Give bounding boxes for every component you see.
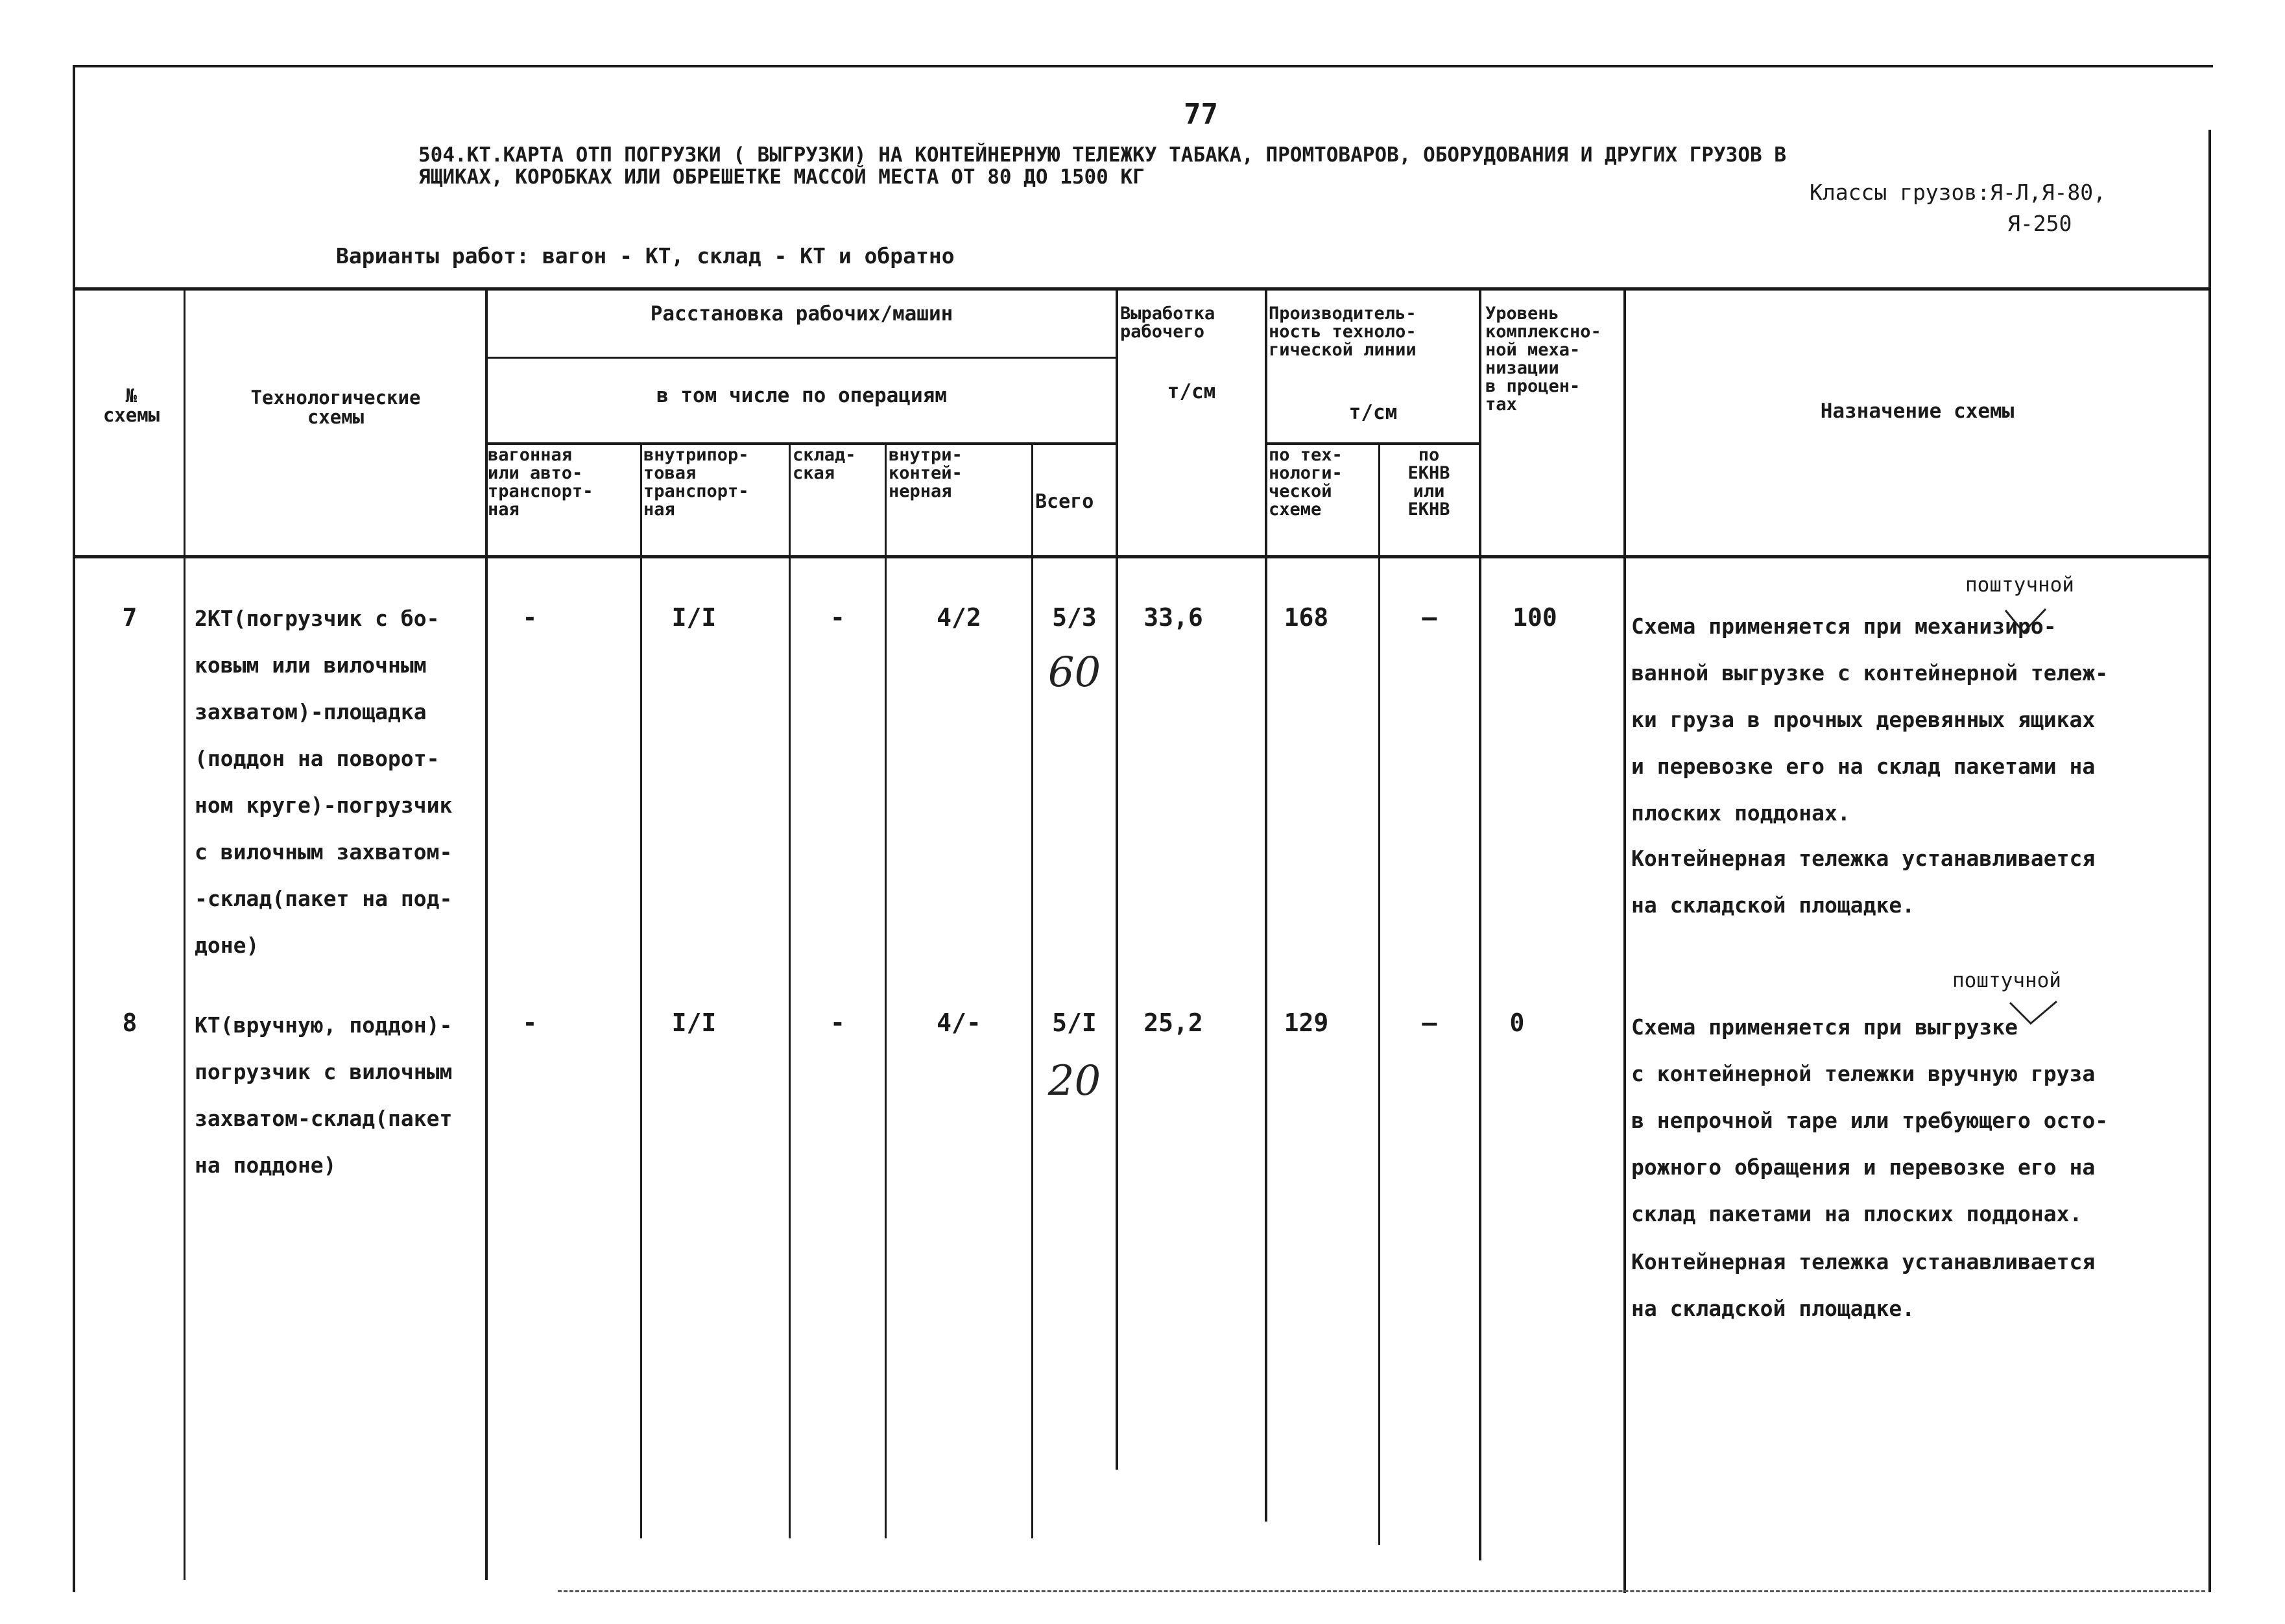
- col-sep: [1116, 289, 1118, 1470]
- frame-left: [73, 65, 75, 1592]
- row-total: 5/3: [1052, 603, 1097, 632]
- row-intraport: I/I: [671, 1009, 717, 1037]
- bottom-rule: [558, 1590, 2205, 1592]
- col-sep: [1479, 289, 1481, 1560]
- header-scheme-no: № схемы: [102, 385, 160, 426]
- table-top-rule: [73, 287, 2211, 291]
- document-title-line1: 504.КТ.КАРТА ОТП ПОГРУЗКИ ( ВЫГРУЗКИ) НА КОНТЕЙНЕРНУЮ ТЕЛЕЖКУ ТАБАКА, ПРОМТОВАРОВ, ОБОРУДОВАНИЯ И ДРУГИХ ГРУЗОВ В: [418, 143, 1786, 167]
- header-placement: Расстановка рабочих/машин: [650, 302, 953, 326]
- row-purpose: Схема применяется при выгрузке с контейнерной тележки вручную груза в непрочной таре или требующего осто- рожного обращения и перевозке его на склад пакетами на плоских поддонах.: [1631, 1014, 2109, 1226]
- header-purpose: Назначение схемы: [1820, 400, 2015, 423]
- header-by-tech-scheme: по тех- нологи- ческой схеме: [1269, 445, 1343, 519]
- header-warehouse: склад- ская: [793, 445, 856, 483]
- header-mechanization: Уровень комплексно- ной меха- низации в процен- тах: [1485, 304, 1601, 414]
- row-wagon: -: [522, 603, 538, 632]
- document-title-line2: ЯЩИКАХ, КОРОБКАХ ИЛИ ОБРЕШЕТКЕ МАССОЙ МЕСТА ОТ 80 ДО 1500 КГ: [418, 165, 1145, 189]
- header-output-unit: т/см: [1167, 380, 1216, 403]
- col-sep: [1265, 289, 1267, 1522]
- page-number: 77: [1184, 98, 1218, 131]
- header-total: Всего: [1035, 490, 1094, 513]
- row-ekn: —: [1422, 1009, 1437, 1037]
- row-total-handwritten-note: 60: [1047, 649, 1101, 697]
- header-tech-schemes: Технологические схемы: [250, 387, 421, 428]
- header-sub-rule: [486, 357, 1117, 359]
- cargo-classes: Классы грузов:Я-Л,Я-80,: [1810, 180, 2106, 205]
- row-wagon: -: [522, 1009, 538, 1037]
- row-purpose-insert: поштучной: [1965, 573, 2074, 597]
- header-productivity-unit: т/см: [1348, 401, 1398, 424]
- row-number: 7: [122, 603, 138, 632]
- col-sep: [1623, 289, 1626, 1593]
- row-number: 8: [122, 1009, 138, 1037]
- row-purpose-note: Контейнерная тележка устанавливается на складской площадке.: [1631, 1249, 2096, 1321]
- row-mechanization: 100: [1513, 603, 1557, 632]
- col-sep: [184, 289, 185, 1580]
- row-ekn: —: [1422, 603, 1437, 632]
- header-bottom-rule: [73, 555, 2211, 558]
- header-by-ekn: по ЕКНВ или ЕКНВ: [1407, 445, 1450, 519]
- header-wagon: вагонная или авто- транспорт- ная: [488, 445, 593, 519]
- row-intraport: I/I: [671, 603, 717, 632]
- header-output: Выработка рабочего: [1120, 304, 1215, 342]
- row-mechanization: 0: [1509, 1009, 1525, 1037]
- row-warehouse: -: [830, 1009, 845, 1037]
- header-intraport: внутрипор- товая транспорт- ная: [643, 445, 749, 519]
- row-warehouse: -: [830, 603, 845, 632]
- row-output: 33,6: [1143, 603, 1203, 632]
- row-intracontainer: 4/2: [937, 603, 981, 632]
- row-output: 25,2: [1143, 1009, 1203, 1037]
- frame-right: [2208, 130, 2211, 1592]
- row-total-handwritten-note: 20: [1047, 1057, 1101, 1105]
- row-purpose-insert: поштучной: [1952, 969, 2061, 992]
- header-intracontainer: внутри- контей- нерная: [889, 445, 963, 501]
- header-by-operations: в том числе по операциям: [656, 384, 947, 407]
- row-productivity: 129: [1284, 1009, 1329, 1037]
- work-variants: Варианты работ: вагон - КТ, склад - КТ и обратно: [336, 243, 955, 269]
- row-scheme: КТ(вручную, поддон)- погрузчик с вилочным захватом-склад(пакет на поддоне): [195, 1012, 453, 1178]
- row-purpose-note: Контейнерная тележка устанавливается на складской площадке.: [1631, 846, 2096, 918]
- cargo-classes-cont: Я-250: [2007, 211, 2072, 236]
- row-scheme: 2КТ(погрузчик с бо- ковым или вилочным захватом)-площадка (поддон на поворот- ном круге)-погрузчик с вилочным захватом- -склад(пакет на под- доне): [195, 606, 453, 958]
- top-rule: [73, 65, 2213, 67]
- row-purpose: Схема применяется при механизиро- ванной выгрузке с контейнерной тележ- ки груза в прочных деревянных ящиках и перевозке его на склад пакетами на плоских поддонах.: [1631, 614, 2109, 826]
- row-productivity: 168: [1284, 603, 1329, 632]
- row-total: 5/I: [1052, 1009, 1097, 1037]
- header-productivity: Производитель- ность техноло- гической линии: [1269, 304, 1417, 360]
- row-intracontainer: 4/-: [937, 1009, 981, 1037]
